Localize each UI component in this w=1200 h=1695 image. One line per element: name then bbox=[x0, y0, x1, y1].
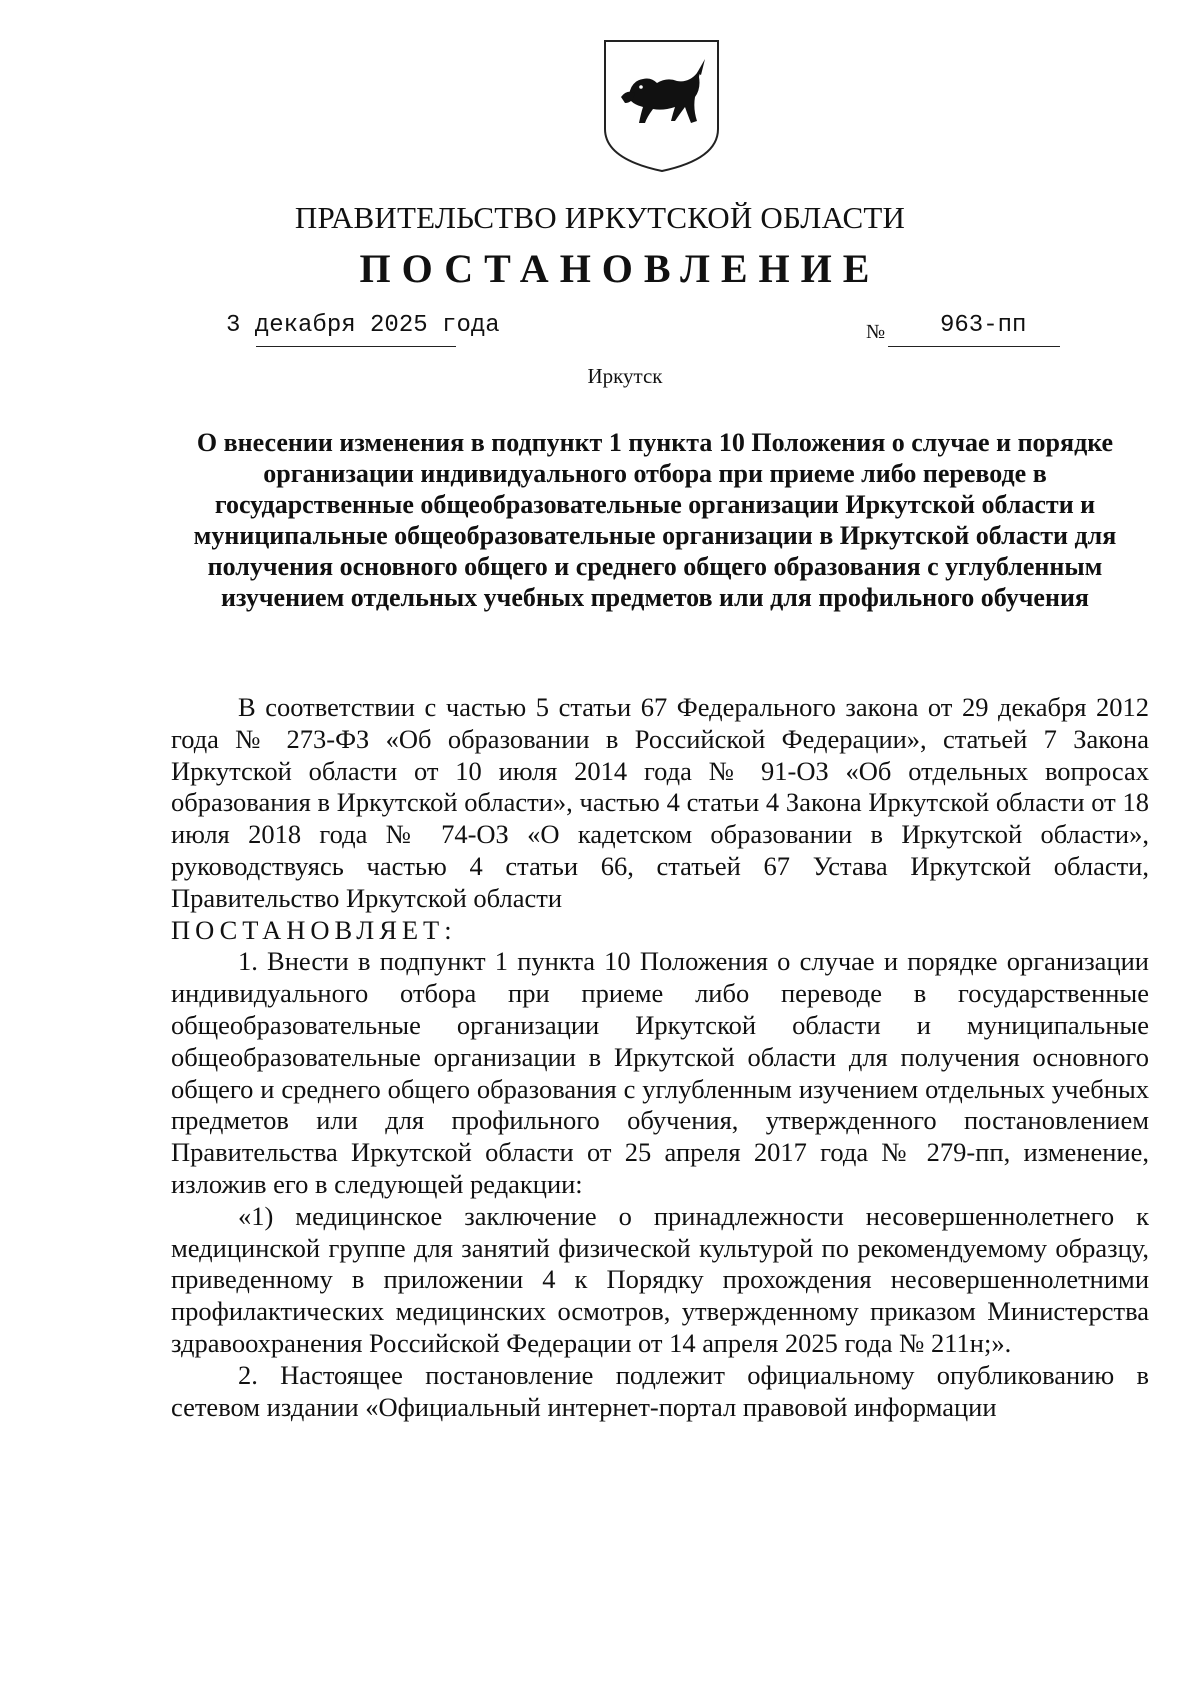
document-number: 963-пп bbox=[940, 312, 1027, 339]
item-1-paragraph: 1. Внести в подпункт 1 пункта 10 Положения о случае и порядке организации индивидуального отбора при приеме либо переводе в государственные общеобразовательные организации Иркутской области и муниципальные общеобразовательные организации в Иркутской области для получения основного общего и среднего общего образования с углубленным изучением отдельных учебных предметов или для профильного обучения, утвержденного постановлением Правительства Иркутской области от 25 апреля 2017 года № 279-пп, изменение, изложив его в следующей редакции: bbox=[171, 946, 1149, 1199]
preamble-paragraph: В соответствии с частью 5 статьи 67 Федерального закона от 29 декабря 2012 года № 273-ФЗ «Об образовании в Российской Федерации», статьей 7 Закона Иркутской области от 10 июля 2014 года № 91-ОЗ «Об отдельных вопросах образования в Иркутской области», частью 4 статьи 4 Закона Иркутской области от 18 июля 2018 года № 74-ОЗ «О кадетском образовании в Иркутской области», руководствуясь частью 4 статьи 66, статьей 67 Устава Иркутской области, Правительство Иркутской области bbox=[171, 692, 1149, 913]
resolves-heading: ПОСТАНОВЛЯЕТ: bbox=[171, 914, 457, 945]
item-2-paragraph: 2. Настоящее постановление подлежит официальному опубликованию в сетевом издании «Официальный интернет-портал правовой информации bbox=[171, 1359, 1149, 1422]
document-type-heading: ПОСТАНОВЛЕНИЕ bbox=[359, 246, 881, 291]
document-subject: О внесении изменения в подпункт 1 пункта 10 Положения о случае и порядке организации индивидуального отбора при приеме либо переводе в государственные общеобразовательные организации Иркутской области и муниципальные общеобразовательные организации в Иркутской области для получения основного общего и среднего общего образования с углубленным изучением отдельных учебных предметов или для профильного обучения bbox=[193, 428, 1117, 612]
coat-of-arms-emblem bbox=[601, 37, 722, 175]
number-label: № bbox=[866, 321, 886, 343]
document-date: 3 декабря 2025 года bbox=[226, 312, 500, 339]
city-name: Иркутск bbox=[587, 364, 663, 388]
number-underline bbox=[888, 346, 1060, 347]
document-body bbox=[171, 692, 1149, 1423]
date-underline bbox=[256, 346, 456, 347]
item-1-quote-paragraph: «1) медицинское заключение о принадлежности несовершеннолетнего к медицинской группе для занятий физической культурой по рекомендуемому образцу, приведенному в приложении 4 к Порядку прохождения несовершеннолетними профилактических медицинских осмотров, утвержденному приказом Министерства здравоохранения Российской Федерации от 14 апреля 2025 года № 211н;». bbox=[171, 1200, 1149, 1358]
government-title: ПРАВИТЕЛЬСТВО ИРКУТСКОЙ ОБЛАСТИ bbox=[294, 200, 906, 235]
